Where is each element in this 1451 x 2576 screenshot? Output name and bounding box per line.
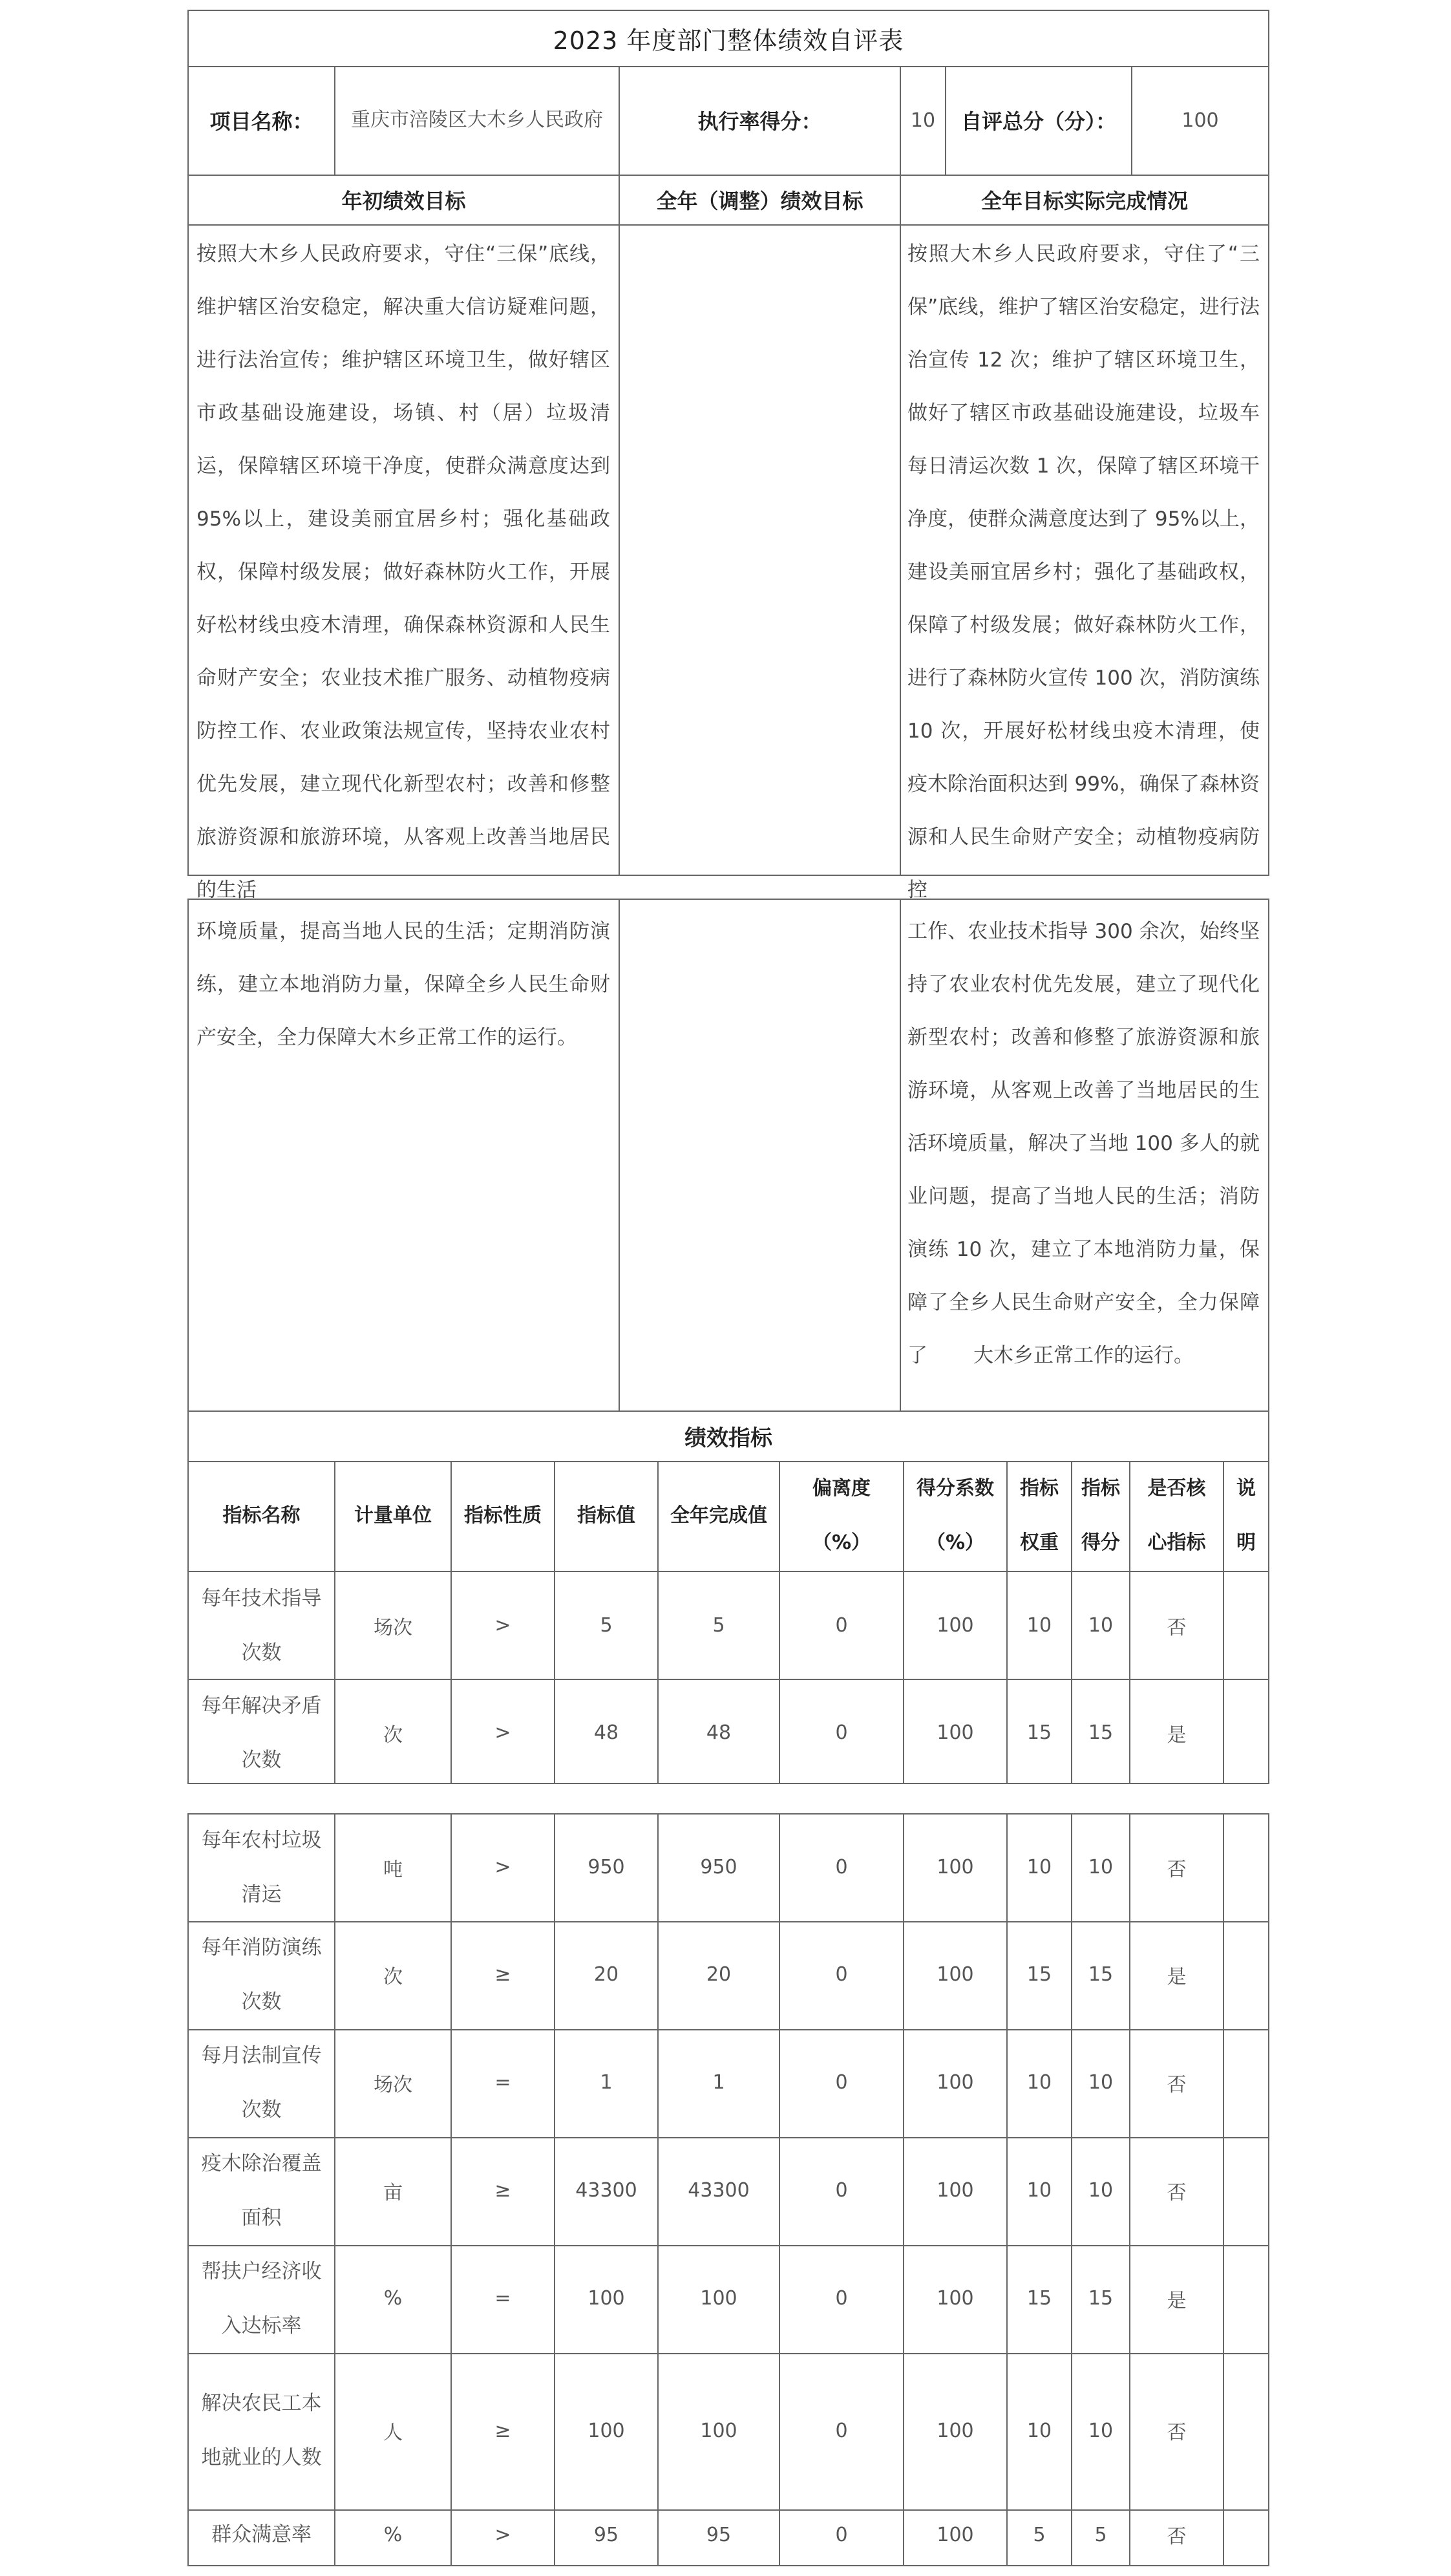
cell-note: [1224, 1921, 1268, 2028]
cell-dev: 0: [835, 2419, 848, 2442]
cell-unit: 场次: [374, 1616, 412, 1639]
cell-score: 5: [1094, 2523, 1107, 2546]
cell-unit: 场次: [374, 2073, 412, 2096]
cell-core: 否: [1167, 1858, 1187, 1881]
cell-target: 43300: [575, 2179, 637, 2202]
cell-unit: 亩: [383, 2181, 403, 2204]
cell-target: 100: [588, 2287, 625, 2310]
actual-result-text-end: 大木乡正常工作的运行。: [973, 1344, 1194, 1367]
cell-weight: 10: [1026, 2419, 1052, 2442]
cell-weight: 10: [1026, 2179, 1052, 2202]
cell-core: 否: [1167, 2526, 1187, 2548]
cell-target: 5: [600, 1614, 613, 1637]
cell-target: 20: [593, 1963, 619, 1986]
perf-indicators-title: 绩效指标: [684, 1425, 772, 1451]
cell-nature: ≥: [494, 1963, 511, 1986]
cell-done: 1: [712, 2071, 725, 2094]
cell-core: 是: [1167, 1965, 1187, 1988]
initial-goal-text-cont: 环境质量，提高当地人民的生活；定期消防演练，建立本地消防力量，保障全乡人民生命财产安全，全力保障大木乡正常工作的运行。: [196, 920, 610, 1049]
cell-note: [1224, 2509, 1268, 2560]
cell-core: 是: [1167, 2289, 1187, 2312]
cell-note: [1224, 2245, 1268, 2352]
summary-table-part2: [187, 899, 1269, 1784]
actual-result-text-cont: 工作、农业技术指导 300 余次，始终坚持了农业农村优先发展，建立了现代化新型农村；改善和修整了旅游资源和旅游环境，从客观上改善了当地居民的生活环境质量，解决了当地 100 多人的就业问题，提高了当地人民的生活；消防演练 10 次，建立了本地消防力量，保障了全乡人民生命财产安全，全力保障了: [907, 920, 1260, 1367]
cell-score: 10: [1088, 2071, 1114, 2094]
col-header-initial: 年初绩效目标: [341, 188, 466, 213]
header-target: 指标值: [577, 1504, 635, 1527]
cell-unit: 人: [383, 2422, 403, 2444]
cell-score: 15: [1088, 1963, 1114, 1986]
cell-target: 1: [600, 2071, 613, 2094]
cell-done: 48: [706, 1721, 732, 1744]
cell-name: 每年技术指导次数: [201, 1586, 322, 1665]
cell-name: 疫木除治覆盖面积: [201, 2151, 322, 2230]
cell-score: 15: [1088, 2287, 1114, 2310]
exec-rate-score: 10: [910, 109, 936, 132]
exec-rate-label: 执行率得分：: [697, 109, 822, 134]
cell-score: 10: [1088, 1856, 1114, 1879]
cell-coef: 100: [937, 1963, 974, 1986]
header-done: 全年完成值: [670, 1504, 767, 1527]
cell-score: 10: [1088, 2419, 1114, 2442]
cell-target: 100: [588, 2419, 625, 2442]
cell-done: 100: [700, 2287, 737, 2310]
cell-name: 解决农民工本地就业的人数: [201, 2392, 322, 2469]
cell-note: [1224, 1680, 1268, 1785]
cell-coef: 100: [937, 2523, 974, 2546]
cell-unit: %: [383, 2523, 403, 2546]
cell-core: 否: [1167, 2073, 1187, 2096]
cell-done: 100: [700, 2419, 737, 2442]
header-score: 指标得分: [1081, 1477, 1120, 1554]
cell-note: [1224, 2137, 1268, 2244]
cell-core: 否: [1167, 2422, 1187, 2444]
cell-nature: =: [494, 2287, 511, 2310]
cell-note: [1224, 2029, 1268, 2136]
cell-core: 是: [1167, 1723, 1187, 1747]
cell-weight: 5: [1033, 2523, 1046, 2546]
cell-coef: 100: [937, 2287, 974, 2310]
col-header-adjusted: 全年（调整）绩效目标: [656, 188, 863, 213]
summary-table-part1: [187, 10, 1269, 902]
cell-dev: 0: [835, 2179, 848, 2202]
cell-nature: >: [494, 2523, 511, 2546]
cell-target: 48: [593, 1721, 619, 1744]
cell-name: 每年农村垃圾清运: [201, 1828, 322, 1906]
project-name-value: 重庆市涪陵区大木乡人民政府: [351, 109, 603, 131]
cell-dev: 0: [835, 2287, 848, 2310]
cell-note: [1224, 1572, 1268, 1679]
actual-result-text: 按照大木乡人民政府要求，守住了“三保”底线，维护了辖区治安稳定，进行法治宣传 12 次；维护了辖区环境卫生，做好了辖区市政基础设施建设，垃圾车每日清运次数 1 次，保障了辖区环境干净度，使群众满意度达到了 95%以上，建设美丽宜居乡村；强化了基础政权，保障了村级发展；做好森林防火工作，进行了森林防火宣传 100 次，消防演练 10 次，开展好松材线虫疫木清理，使疫木除治面积达到 99%，确保了森林资源和人民生命财产安全；动植物疫病防控: [907, 242, 1260, 902]
cell-coef: 100: [937, 1721, 974, 1744]
cell-unit: %: [383, 2287, 403, 2310]
cell-done: 950: [700, 1856, 737, 1879]
header-note: 说明: [1236, 1477, 1256, 1554]
cell-nature: =: [494, 2071, 511, 2094]
cell-done: 43300: [688, 2179, 750, 2202]
initial-goal-text: 按照大木乡人民政府要求，守住“三保”底线，维护辖区治安稳定，解决重大信访疑难问题，进行法治宣传；维护辖区环境卫生，做好辖区市政基础设施建设，场镇、村（居）垃圾清运，保障辖区环境干净度，使群众满意度达到 95%以上，建设美丽宜居乡村；强化基础政权，保障村级发展；做好森林防火工作，开展好松材线虫疫木清理，确保森林资源和人民生命财产安全；农业技术推广服务、动植物疫病防控工作、农业政策法规宣传，坚持农业农村优先发展，建立现代化新型农村；改善和修整旅游资源和旅游环境，从客观上改善当地居民的生活: [196, 242, 610, 902]
cell-score: 10: [1088, 2179, 1114, 2202]
self-total-label: 自评总分（分）：: [960, 109, 1116, 134]
header-nature: 指标性质: [464, 1504, 542, 1527]
header-weight: 指标权重: [1020, 1477, 1059, 1554]
self-total-score: 100: [1181, 109, 1219, 132]
cell-weight: 10: [1026, 1614, 1052, 1637]
cell-dev: 0: [835, 2523, 848, 2546]
cell-dev: 0: [835, 2071, 848, 2094]
cell-core: 否: [1167, 2181, 1187, 2204]
cell-name: 帮扶户经济收入达标率: [201, 2259, 322, 2337]
cell-core: 否: [1167, 1616, 1187, 1639]
cell-name: 群众满意率: [211, 2523, 312, 2546]
cell-nature: >: [494, 1856, 511, 1879]
cell-weight: 10: [1026, 1856, 1052, 1879]
cell-weight: 10: [1026, 2071, 1052, 2094]
indicator-table-part2: [187, 1813, 1269, 2566]
cell-unit: 次: [383, 1723, 403, 1747]
cell-target: 95: [593, 2523, 619, 2546]
cell-done: 20: [706, 1963, 732, 1986]
header-name: 指标名称: [222, 1504, 301, 1527]
cell-unit: 次: [383, 1965, 403, 1988]
cell-coef: 100: [937, 2179, 974, 2202]
cell-name: 每月法制宣传次数: [201, 2043, 322, 2122]
project-name-label: 项目名称：: [209, 109, 313, 134]
cell-name: 每年解决矛盾次数: [201, 1694, 322, 1772]
cell-note: [1224, 1815, 1268, 1920]
col-header-actual: 全年目标实际完成情况: [980, 188, 1188, 213]
header-unit: 计量单位: [354, 1504, 432, 1527]
header-dev: 偏离度（%）: [812, 1477, 871, 1554]
cell-nature: >: [494, 1614, 511, 1637]
cell-done: 5: [712, 1614, 725, 1637]
header-core: 是否核心指标: [1147, 1477, 1206, 1554]
cell-dev: 0: [835, 1856, 848, 1879]
cell-dev: 0: [835, 1963, 848, 1986]
cell-dev: 0: [835, 1721, 848, 1744]
cell-score: 15: [1088, 1721, 1114, 1744]
cell-coef: 100: [937, 1856, 974, 1879]
cell-dev: 0: [835, 1614, 848, 1637]
cell-unit: 吨: [383, 1858, 403, 1881]
cell-name: 每年消防演练次数: [201, 1935, 322, 2014]
header-coef: 得分系数（%）: [916, 1477, 994, 1554]
cell-weight: 15: [1026, 1963, 1052, 1986]
cell-score: 10: [1088, 1614, 1114, 1637]
cell-weight: 15: [1026, 1721, 1052, 1744]
cell-nature: ≥: [494, 2179, 511, 2202]
cell-coef: 100: [937, 2419, 974, 2442]
cell-coef: 100: [937, 1614, 974, 1637]
cell-done: 95: [706, 2523, 732, 2546]
cell-weight: 15: [1026, 2287, 1052, 2310]
cell-nature: ≥: [494, 2419, 511, 2442]
page-title: 2023 年度部门整体绩效自评表: [553, 27, 904, 55]
cell-note: [1224, 2353, 1268, 2508]
cell-nature: >: [494, 1721, 511, 1744]
cell-coef: 100: [937, 2071, 974, 2094]
cell-target: 950: [588, 1856, 625, 1879]
